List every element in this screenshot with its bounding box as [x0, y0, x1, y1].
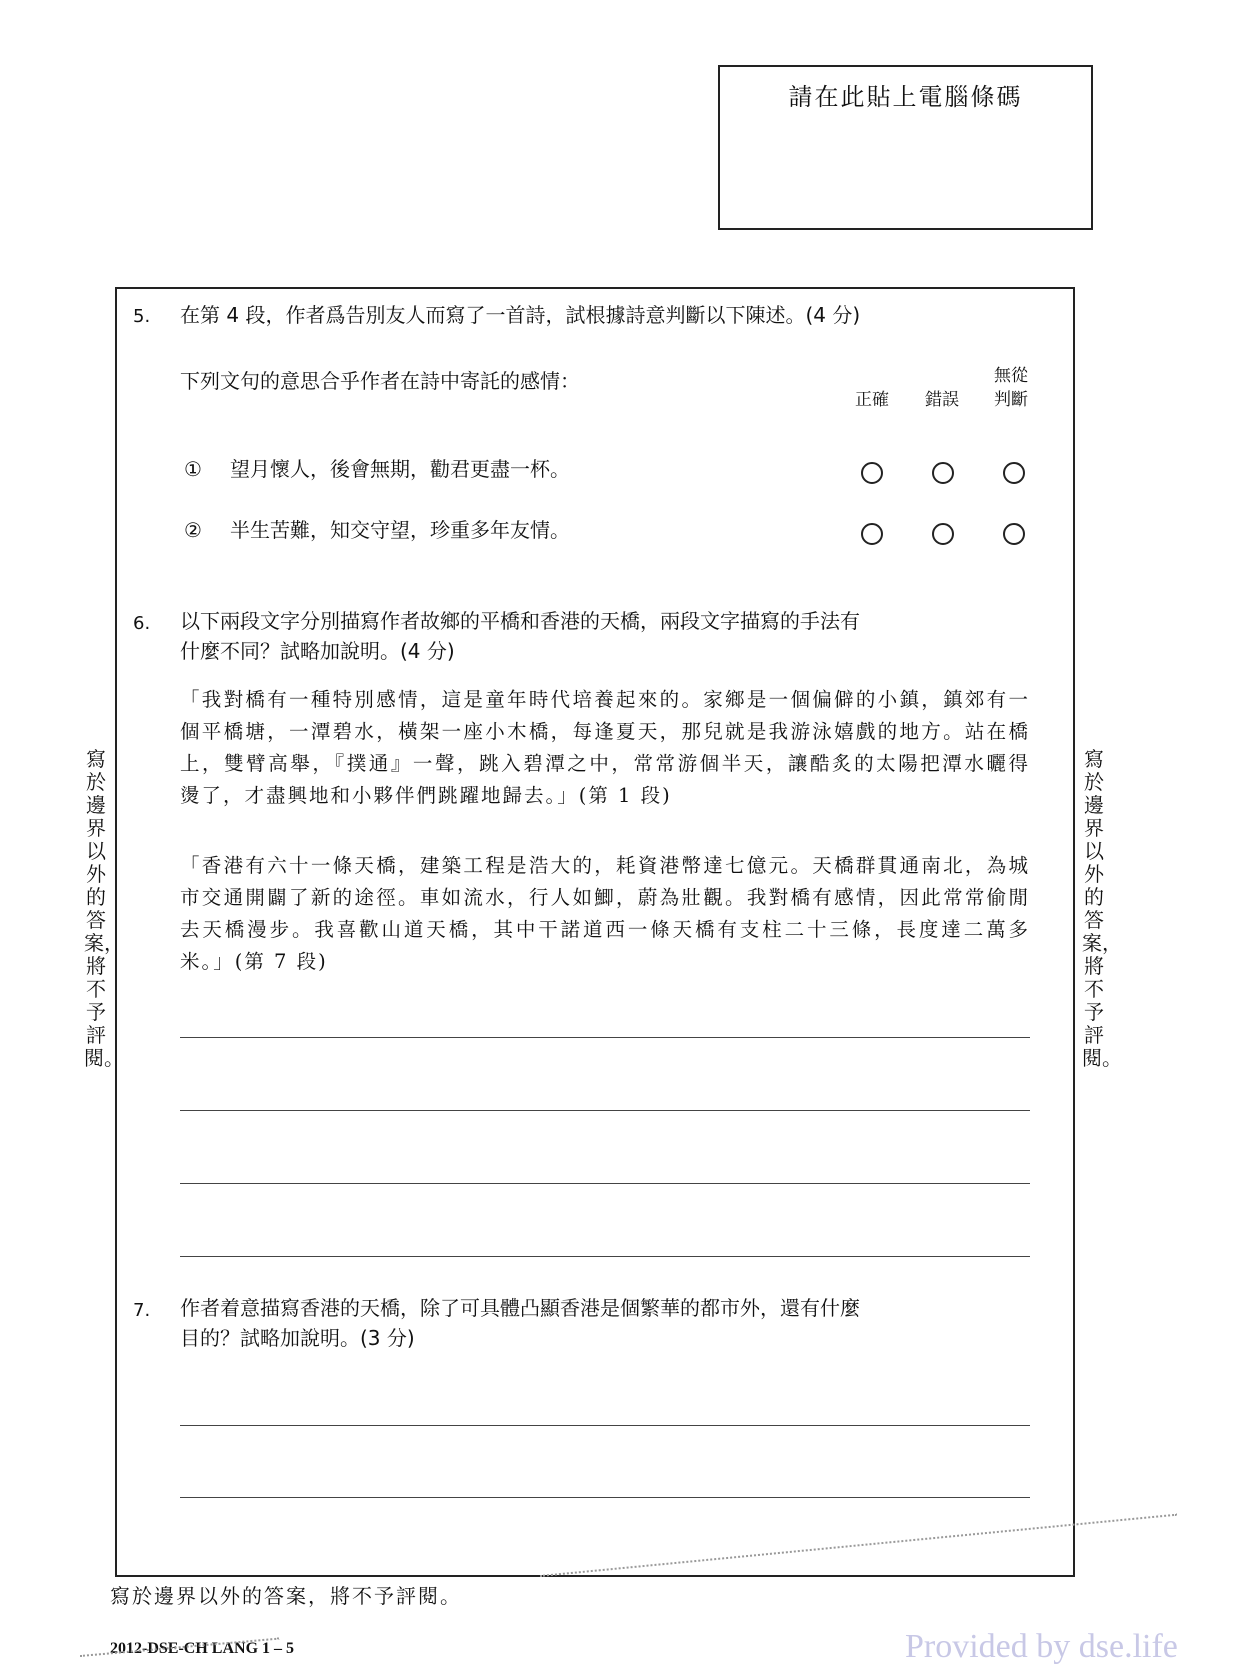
- q5-s2-false-bubble[interactable]: [932, 523, 954, 545]
- q5-statement-2-marker: ②: [184, 518, 202, 542]
- q6-answer-line-4[interactable]: [180, 1256, 1030, 1257]
- q5-col-none-line1: 無從: [994, 366, 1028, 386]
- q5-statement-1-text: 望月懷人，後會無期，勸君更盡一杯。: [230, 457, 570, 481]
- q7-prompt-line2: 目的？試略加說明。(3 分): [180, 1326, 415, 1350]
- q5-statement-1: [184, 453, 570, 482]
- q6-quote-1: 「我對橋有一種特別感情，這是童年時代培養起來的。家鄉是一個偏僻的小鎮，鎮郊有一個平橋塘，一潭碧水，橫架一座小木橋，每逢夏天，那兒就是我游泳嬉戲的地方。站在橋上，雙臂高舉，『撲通』一聲，跳入碧潭之中，常常游個半天，讓酷炙的太陽把潭水曬得燙了，才盡興地和小夥伴們跳躍地歸去。」(第 1 段): [180, 688, 1030, 807]
- q6-number: 6.: [133, 613, 151, 634]
- q5-col-false: 錯誤: [925, 390, 959, 410]
- q7-prompt-line1: 作者着意描寫香港的天橋，除了可具體凸顯香港是個繁華的都市外，還有什麼: [180, 1296, 860, 1320]
- footer-page-code: 2012-DSE-CH LANG 1 – 5: [110, 1640, 295, 1657]
- q7-answer-line-1[interactable]: [180, 1425, 1030, 1426]
- q5-s2-none-bubble[interactable]: [1003, 523, 1025, 545]
- barcode-box: [718, 65, 1093, 230]
- left-margin-note: 寫於邊界以外的答案，將不予評閱。: [84, 747, 124, 1070]
- q5-s2-true-bubble[interactable]: [861, 523, 883, 545]
- q5-col-none: [981, 364, 1041, 412]
- q6-answer-line-1[interactable]: [180, 1037, 1030, 1038]
- q5-prompt: 在第 4 段，作者爲告別友人而寫了一首詩，試根據詩意判斷以下陳述。(4 分): [180, 303, 861, 327]
- q5-col-none-line2: 判斷: [994, 390, 1028, 410]
- bottom-margin-note: 寫於邊界以外的答案，將不予評閱。: [110, 1584, 462, 1608]
- q5-s1-true-bubble[interactable]: [861, 462, 883, 484]
- q5-s1-none-bubble[interactable]: [1003, 462, 1025, 484]
- q5-col-true: 正確: [855, 390, 889, 410]
- q6-quote-2: 「香港有六十一條天橋，建築工程是浩大的，耗資港幣達七億元。天橋群貫通南北，為城市交通開闢了新的途徑。車如流水，行人如鯽，蔚為壯觀。我對橋有感情，因此常常偷閒去天橋漫步。我喜歡山道天橋，其中干諾道西一條天橋有支柱二十三條，長度達二萬多米。」(第 7 段): [180, 854, 1030, 973]
- q5-number: 5.: [133, 306, 151, 327]
- q5-s1-false-bubble[interactable]: [932, 462, 954, 484]
- q6-prompt-line1: 以下兩段文字分別描寫作者故鄉的平橋和香港的天橋，兩段文字描寫的手法有: [180, 609, 860, 633]
- right-margin-note: 寫於邊界以外的答案，將不予評閱。: [1082, 747, 1122, 1070]
- q5-statement-2: [184, 514, 570, 543]
- barcode-label: 請在此貼上電腦條碼: [788, 83, 1023, 111]
- q5-lead: 下列文句的意思合乎作者在詩中寄託的感情：: [180, 369, 580, 393]
- watermark: Provided by dse.life: [905, 1628, 1178, 1665]
- q6-answer-line-3[interactable]: [180, 1183, 1030, 1184]
- q6-prompt-line2: 什麼不同？試略加說明。(4 分): [180, 639, 455, 663]
- q5-statement-1-marker: ①: [184, 457, 202, 481]
- q7-answer-line-2[interactable]: [180, 1497, 1030, 1498]
- q6-answer-line-2[interactable]: [180, 1110, 1030, 1111]
- q7-number: 7.: [133, 1300, 151, 1321]
- q5-statement-2-text: 半生苦難，知交守望，珍重多年友情。: [230, 518, 570, 542]
